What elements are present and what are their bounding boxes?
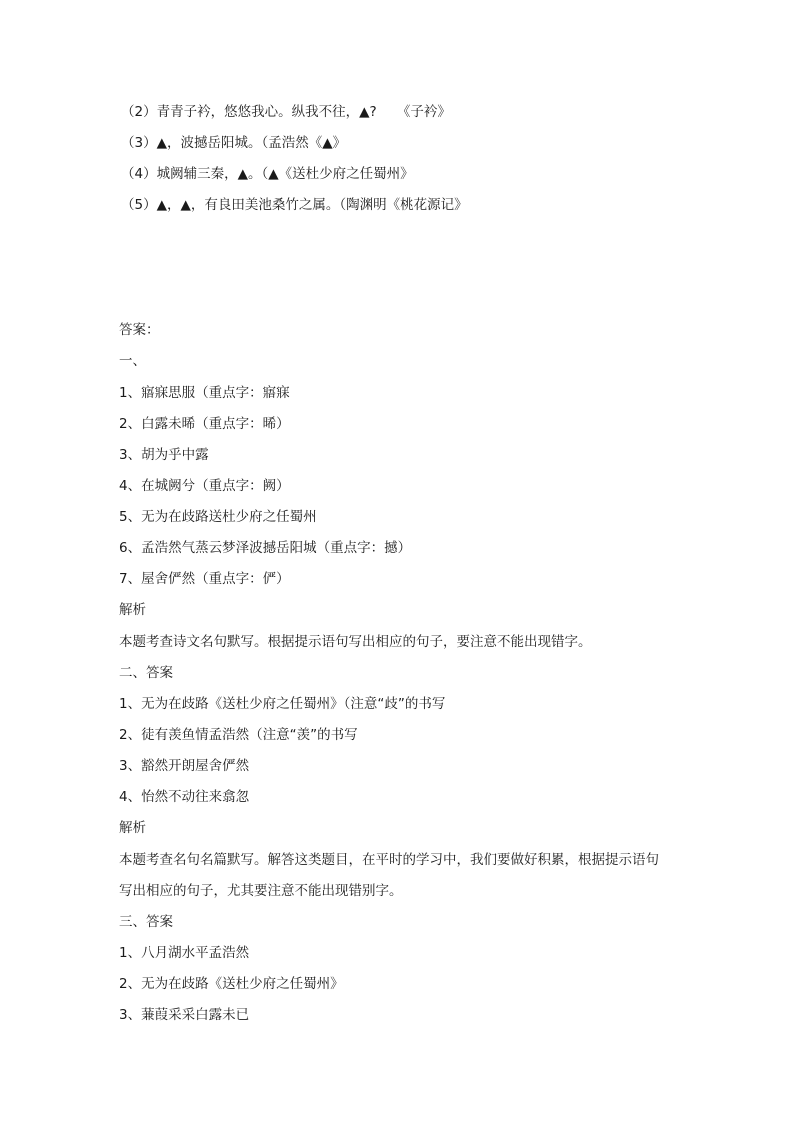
section2-item-3: 3、豁然开朗屋舍俨然: [119, 758, 250, 774]
section1-item-4: 4、在城阙兮（重点字：阙）: [119, 478, 290, 494]
question-line-4: （4）城阙辅三秦，▲。（▲《送杜少府之任蜀州》: [121, 166, 414, 182]
section1-item-1: 1、寤寐思服（重点字：寤寐: [119, 385, 290, 401]
section2-analysis-line-1: 本题考查名句名篇默写。解答这类题目，在平时的学习中，我们要做好积累，根据提示语句: [119, 852, 659, 868]
section1-analysis-heading: 解析: [119, 602, 146, 618]
section3-heading: 三、答案: [119, 914, 173, 930]
section2-heading: 二、答案: [119, 665, 173, 681]
question-line-2: （2）青青子衿，悠悠我心。纵我不往，▲? 《子衿》: [121, 104, 451, 120]
section2-item-1: 1、无为在歧路《送杜少府之任蜀州》（注意“歧”的书写: [119, 696, 446, 712]
section1-heading: 一、: [119, 353, 146, 369]
section1-analysis-text: 本题考查诗文名句默写。根据提示语句写出相应的句子，要注意不能出现错字。: [119, 634, 592, 650]
section2-item-2: 2、徒有羡鱼情孟浩然（注意“羡”的书写: [119, 727, 358, 743]
section3-item-1: 1、八月湖水平孟浩然: [119, 945, 250, 961]
section3-item-2: 2、无为在歧路《送杜少府之任蜀州》: [119, 976, 344, 992]
section3-item-3: 3、蒹葭采采白露未已: [119, 1007, 250, 1023]
section2-analysis-line-2: 写出相应的句子，尤其要注意不能出现错别字。: [119, 883, 403, 899]
section1-item-5: 5、无为在歧路送杜少府之任蜀州: [119, 509, 317, 525]
section1-item-7: 7、屋舍俨然（重点字：俨）: [119, 571, 290, 587]
section1-item-3: 3、胡为乎中露: [119, 447, 209, 463]
section2-analysis-heading: 解析: [119, 820, 146, 836]
question-line-5: （5）▲，▲，有良田美池桑竹之属。（陶渊明《桃花源记》: [121, 197, 468, 213]
section2-item-4: 4、怡然不动往来翕忽: [119, 789, 250, 805]
section1-item-2: 2、白露未晞（重点字：晞）: [119, 416, 290, 432]
section1-item-6: 6、孟浩然气蒸云梦泽波撼岳阳城（重点字：撼）: [119, 540, 412, 556]
answers-title: 答案：: [119, 322, 160, 338]
question-line-3: （3）▲，波撼岳阳城。（孟浩然《▲》: [121, 135, 347, 151]
